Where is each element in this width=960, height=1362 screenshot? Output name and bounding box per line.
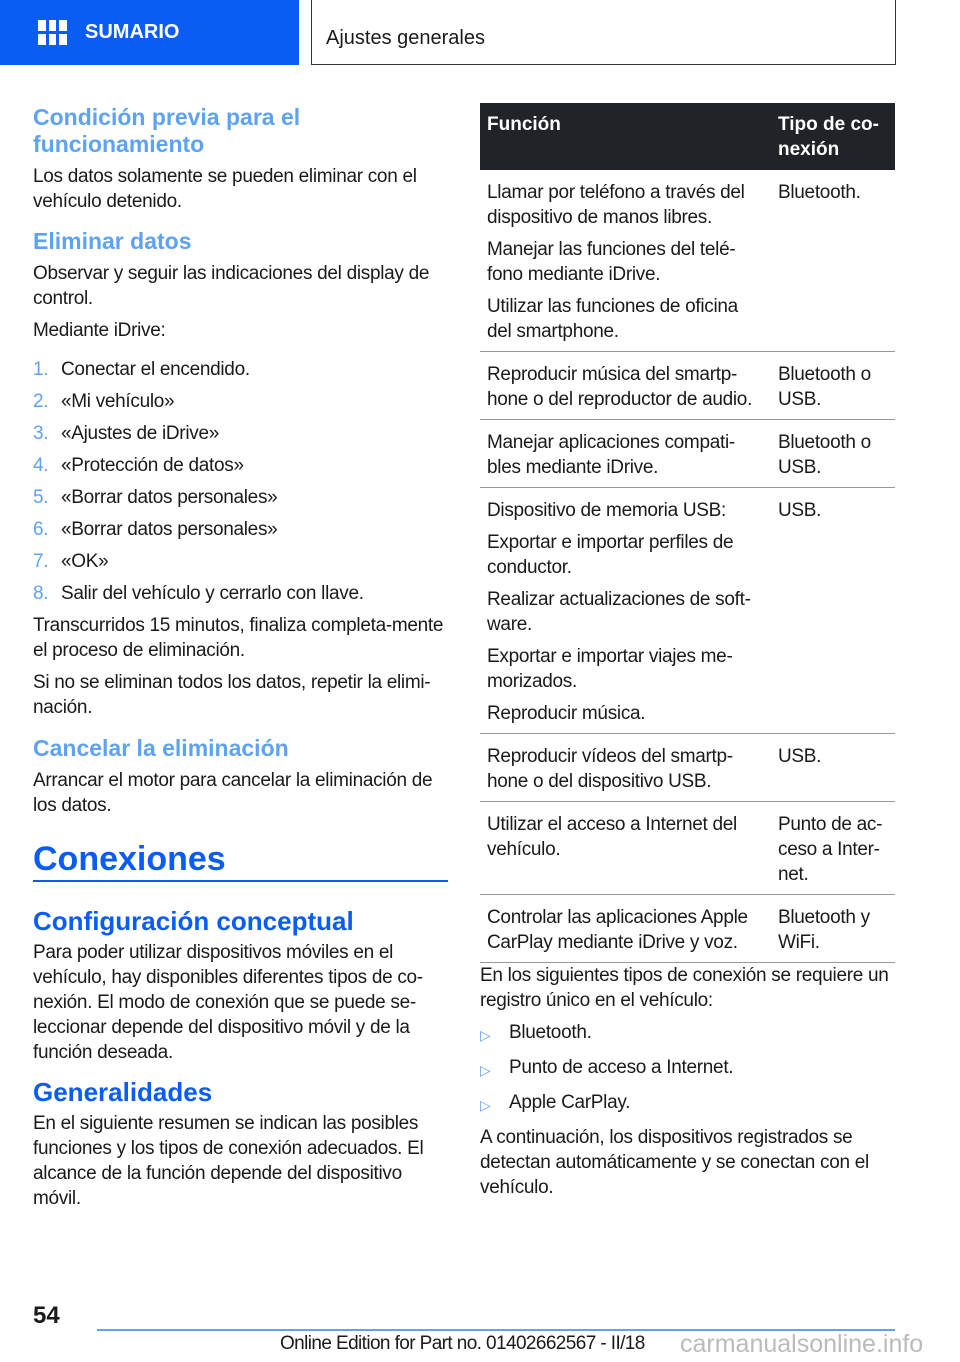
function-text: Manejar las funciones del telé-fono mediante iDrive.	[487, 239, 736, 285]
paragraph: Mediante iDrive:	[33, 320, 166, 341]
heading-cancel: Cancelar la eliminación	[33, 735, 289, 761]
step-number: 8.	[33, 583, 49, 604]
table-row	[480, 734, 895, 802]
step-text: «Mi vehículo»	[61, 391, 175, 412]
grid-icon	[38, 20, 67, 45]
header-connection: Tipo de co-nexión	[771, 103, 895, 170]
section-title: Conexiones	[33, 840, 226, 878]
function-cell	[480, 420, 771, 488]
paragraph: Arrancar el motor para cancelar la eliminación de los datos.	[33, 770, 433, 816]
step-text: «Ajustes de iDrive»	[61, 423, 219, 444]
function-text: Utilizar el acceso a Internet del vehículo.	[487, 814, 737, 860]
function-text: Realizar actualizaciones de soft-ware.	[487, 589, 751, 635]
paragraph: En los siguientes tipos de conexión se requiere un registro único en el vehículo:	[480, 965, 889, 1011]
paragraph: En el siguiente resumen se indican las posibles funciones y los tipos de conexión adecuados. El alcance de la función depende del dispositivo móvil.	[33, 1113, 424, 1209]
step-text: «OK»	[61, 551, 109, 572]
connection-cell: Bluetooth o USB.	[771, 352, 895, 420]
heading-delete-data: Eliminar datos	[33, 228, 192, 254]
function-text: Reproducir vídeos del smartp-hone o del dispositivo USB.	[487, 746, 733, 792]
step-item	[33, 485, 448, 510]
function-text: Reproducir música del smartp-hone o del reproductor de audio.	[487, 364, 753, 410]
edition-text: Online Edition for Part no. 01402662567 - II/18	[280, 1333, 645, 1354]
step-number: 5.	[33, 487, 49, 508]
function-text: Dispositivo de memoria USB:	[487, 500, 726, 521]
function-text: Controlar las aplicaciones Apple CarPlay mediante iDrive y voz.	[487, 907, 748, 953]
section-header	[33, 840, 448, 882]
bullet-item	[480, 1090, 895, 1118]
left-column	[33, 104, 448, 1211]
function-cell	[480, 895, 771, 963]
table-row	[480, 420, 895, 488]
step-item	[33, 357, 448, 382]
step-number: 3.	[33, 423, 49, 444]
right-column	[480, 963, 895, 1200]
triangle-bullet-icon: ▷	[480, 1027, 491, 1043]
function-text: Manejar aplicaciones compati-bles mediante iDrive.	[487, 432, 735, 478]
heading-prerequisite: Condición previa para el funcionamiento	[33, 104, 301, 157]
function-cell	[480, 802, 771, 895]
function-text: Llamar por teléfono a través del dispositivo de manos libres.	[487, 182, 745, 228]
table-row	[480, 170, 895, 352]
function-text: Utilizar las funciones de oficina del smartphone.	[487, 296, 738, 342]
connection-cell: USB.	[771, 488, 895, 734]
toc-button[interactable]	[0, 0, 299, 65]
step-number: 6.	[33, 519, 49, 540]
table-row	[480, 895, 895, 963]
paragraph: Para poder utilizar dispositivos móviles en el vehículo, hay disponibles diferentes tipos de co-nexión. El modo de conexión que se puede se-leccionar depende del dispositivo móvil y de la función deseada.	[33, 942, 423, 1063]
step-text: «Borrar datos personales»	[61, 487, 278, 508]
table-row	[480, 488, 895, 734]
chapter-title: Ajustes generales	[311, 0, 896, 65]
triangle-bullet-icon: ▷	[480, 1097, 491, 1113]
bullet-text: Apple CarPlay.	[509, 1092, 631, 1113]
step-text: Conectar el encendido.	[61, 359, 250, 380]
watermark: carmanualsonline.info	[680, 1330, 924, 1358]
connection-cell: USB.	[771, 734, 895, 802]
connection-cell: Punto de ac-ceso a Inter-net.	[771, 802, 895, 895]
heading-concept: Configuración conceptual	[33, 906, 354, 936]
step-number: 1.	[33, 359, 49, 380]
bullet-item	[480, 1055, 895, 1083]
heading-general: Generalidades	[33, 1077, 213, 1107]
paragraph: Los datos solamente se pueden eliminar con el vehículo detenido.	[33, 166, 417, 212]
function-text: Exportar e importar perfiles de conductor.	[487, 532, 734, 578]
step-text: «Protección de datos»	[61, 455, 244, 476]
page-number: 54	[33, 1302, 60, 1329]
step-text: Salir del vehículo y cerrarlo con llave.	[61, 583, 364, 604]
paragraph: Observar y seguir las indicaciones del display de control.	[33, 263, 430, 309]
paragraph: A continuación, los dispositivos registrados se detectan automáticamente y se conectan con el vehículo.	[480, 1127, 869, 1198]
bullet-text: Bluetooth.	[509, 1022, 592, 1043]
connection-cell: Bluetooth.	[771, 170, 895, 352]
steps-list	[33, 357, 448, 606]
table-row	[480, 802, 895, 895]
step-text: «Borrar datos personales»	[61, 519, 278, 540]
step-item	[33, 549, 448, 574]
step-number: 4.	[33, 455, 49, 476]
paragraph: Transcurridos 15 minutos, finaliza completa-mente el proceso de eliminación.	[33, 615, 444, 661]
step-item	[33, 453, 448, 478]
step-number: 2.	[33, 391, 49, 412]
step-item	[33, 389, 448, 414]
function-text: Exportar e importar viajes me-morizados.	[487, 646, 733, 692]
function-text: Reproducir música.	[487, 703, 646, 724]
toc-label: SUMARIO	[85, 21, 180, 43]
bullet-item	[480, 1020, 895, 1048]
step-item	[33, 421, 448, 446]
triangle-bullet-icon: ▷	[480, 1062, 491, 1078]
header-function: Función	[480, 103, 771, 170]
table-row	[480, 352, 895, 420]
function-cell	[480, 170, 771, 352]
function-table	[480, 103, 895, 963]
function-cell	[480, 488, 771, 734]
bullet-text: Punto de acceso a Internet.	[509, 1057, 734, 1078]
step-item	[33, 581, 448, 606]
connection-cell: Bluetooth o USB.	[771, 420, 895, 488]
connection-cell: Bluetooth y WiFi.	[771, 895, 895, 963]
step-item	[33, 517, 448, 542]
paragraph: Si no se eliminan todos los datos, repetir la elimi-nación.	[33, 672, 431, 718]
bullet-list	[480, 1020, 895, 1118]
function-cell	[480, 352, 771, 420]
step-number: 7.	[33, 551, 49, 572]
function-cell	[480, 734, 771, 802]
